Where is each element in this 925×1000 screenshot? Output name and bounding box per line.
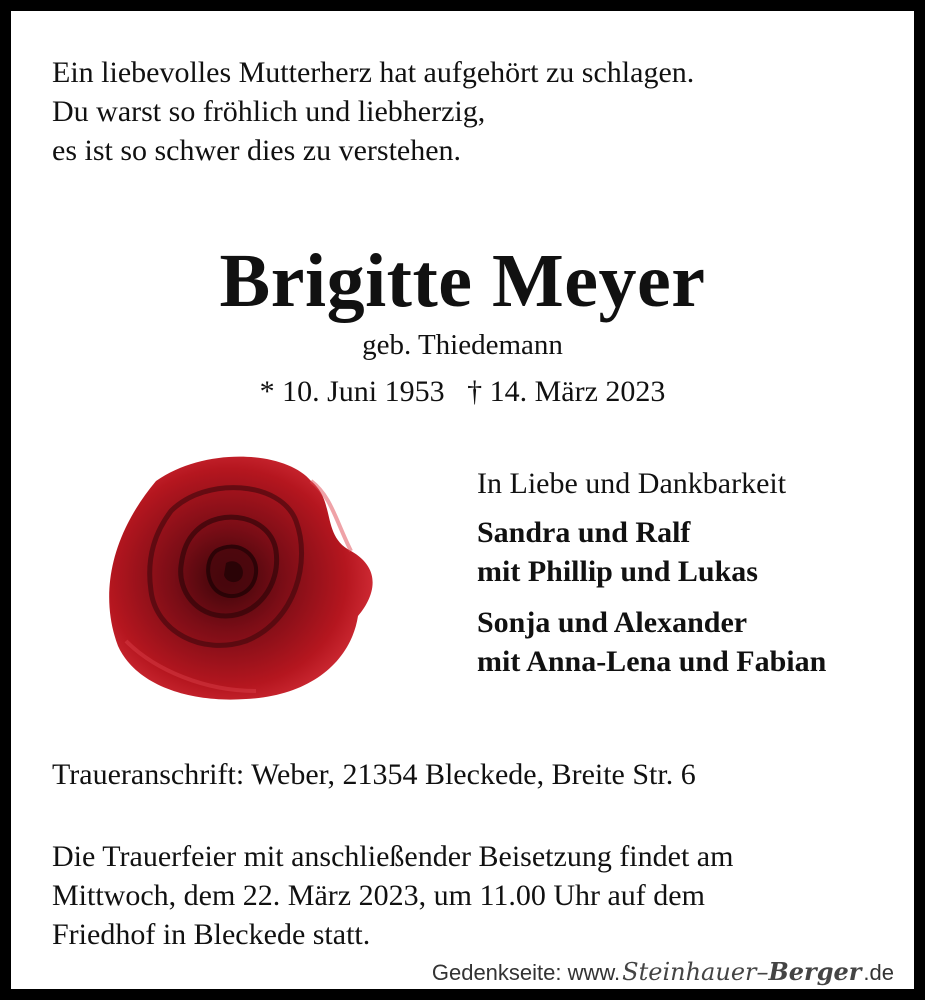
intro-verse [52,53,694,170]
mourner-group [477,603,826,681]
service-line: Mittwoch, dem 22. März 2023, um 11.00 Uhr auf dem [52,879,705,912]
intro-line: es ist so schwer dies zu verstehen. [52,134,462,167]
mourners-heading: In Liebe und Dankbarkeit [477,467,787,500]
mourner-line: mit Anna-Lena und Fabian [477,645,827,678]
memorial-page-link[interactable] [432,957,894,986]
death-date: † 14. März 2023 [467,375,666,408]
mourner-line: mit Phillip und Lukas [477,555,758,588]
intro-line: Du warst so fröhlich und liebherzig, [52,95,486,128]
life-dates [11,375,914,409]
birth-date: * 10. Juni 1953 [259,375,445,408]
footer-prefix: Gedenkseite: www. [431,960,621,985]
rose-image [96,441,381,706]
intro-line: Ein liebevolles Mutterherz hat aufgehört zu schlagen. [52,56,695,89]
mourner-line: Sandra und Ralf [477,516,691,549]
service-line: Friedhof in Bleckede statt. [52,918,371,951]
funeral-service-info [52,837,733,954]
mourning-address: Traueranschrift: Weber, 21354 Bleckede, Breite Str. 6 [52,758,696,791]
brand-logo-text: Steinhauer–Berger [622,957,862,986]
mourner-group [477,513,826,591]
maiden-name: geb. Thiedemann [362,329,563,361]
footer-suffix: .de [863,960,894,985]
service-line: Die Trauerfeier mit anschließender Beisetzung findet am [52,840,734,873]
mourner-line: Sonja und Alexander [477,606,748,639]
mourners-block [477,464,826,681]
deceased-name: Brigitte Meyer [219,239,706,323]
